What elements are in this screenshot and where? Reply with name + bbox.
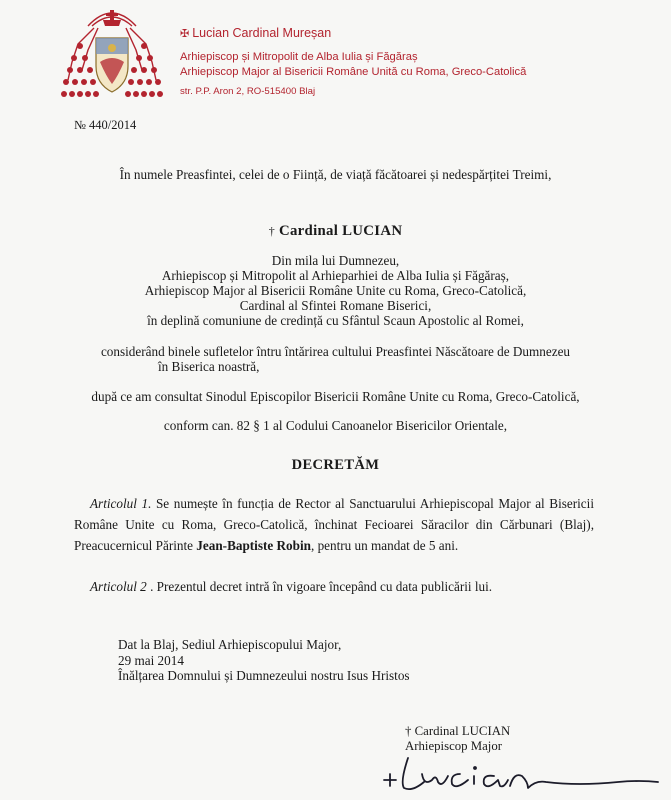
letterhead-title-2: Arhiepiscop Major al Bisericii Române Unită cu Roma, Greco-Catolică xyxy=(180,66,527,78)
given-feast: Înălțarea Domnului și Dumnezeului nostru Isus Hristos xyxy=(118,668,410,683)
considering-line-2: în Biserica noastră, xyxy=(158,359,260,374)
coat-of-arms-icon xyxy=(58,4,166,110)
issuer-line: Arhiepiscop Major al Bisericii Române Unite cu Roma, Greco-Catolică, xyxy=(144,283,527,298)
handwritten-signature xyxy=(378,752,668,800)
issuer-line: Cardinal al Sfintei Romane Biserici, xyxy=(239,298,432,313)
letterhead-address: str. P.P. Aron 2, RO-515400 Blaj xyxy=(180,86,316,97)
issuer-title: † Cardinal LUCIAN xyxy=(268,223,403,239)
cross-icon: † xyxy=(268,224,275,238)
given-place: Dat la Blaj, Sediul Arhiepiscopului Major, xyxy=(118,637,342,652)
appointee-name: Jean-Baptiste Robin xyxy=(196,538,311,553)
issuer-line: în deplină comuniune de credință cu Sfântul Scaun Apostolic al Romei, xyxy=(147,313,524,328)
letterhead-name: ✠ Lucian Cardinal Mureșan xyxy=(180,26,332,40)
consulted-line: după ce am consultat Sinodul Episcopilor Bisericii Române Unite cu Roma, Greco-Catolică, xyxy=(91,389,580,404)
given-date: 29 mai 2014 xyxy=(118,653,184,668)
invocation: În numele Preasfintei, celei de o Ființă, de viață făcătoarei și nedespărțitei Treimi, xyxy=(119,167,552,182)
signature-title: † Cardinal LUCIAN xyxy=(405,724,511,738)
article-2-label: Articolul 2 xyxy=(90,579,147,594)
considering-line-1: considerând binele sufletelor întru întărirea cultului Preasfintei Născătoare de Dumnezeu xyxy=(100,344,571,359)
registration-number: № 440/2014 xyxy=(74,118,137,132)
issuer-line: Arhiepiscop și Mitropolit al Arhieparhiei de Alba Iulia și Făgăraș, xyxy=(161,268,510,283)
issuer-line: Din mila lui Dumnezeu, xyxy=(271,253,400,268)
canon-line: conform can. 82 § 1 al Codului Canoanelor Bisericilor Orientale, xyxy=(163,418,508,433)
maltese-cross-icon: ✠ xyxy=(180,28,190,40)
article-1: Articolul 1. Se numește în funcția de Rector al Sanctuarului Arhiepiscopal Major al Bisericii Române Unite cu Roma, Greco-Catolică, închinat Fecioarei Săracilor din Cărbunari (Blaj), Preacucernicul Părinte Jean-Baptiste Robin, pentru un mandat de 5 ani. xyxy=(74,496,594,553)
article-1-label: Articolul 1. xyxy=(90,496,152,511)
article-2: Articolul 2 . Prezentul decret intră în vigoare începând cu data publicării lui. xyxy=(90,579,493,594)
letterhead-title-1: Arhiepiscop și Mitropolit de Alba Iulia și Făgăraș xyxy=(180,51,418,63)
signature-role: Arhiepiscop Major xyxy=(405,739,503,753)
decree-heading: DECRETĂM xyxy=(291,457,380,473)
